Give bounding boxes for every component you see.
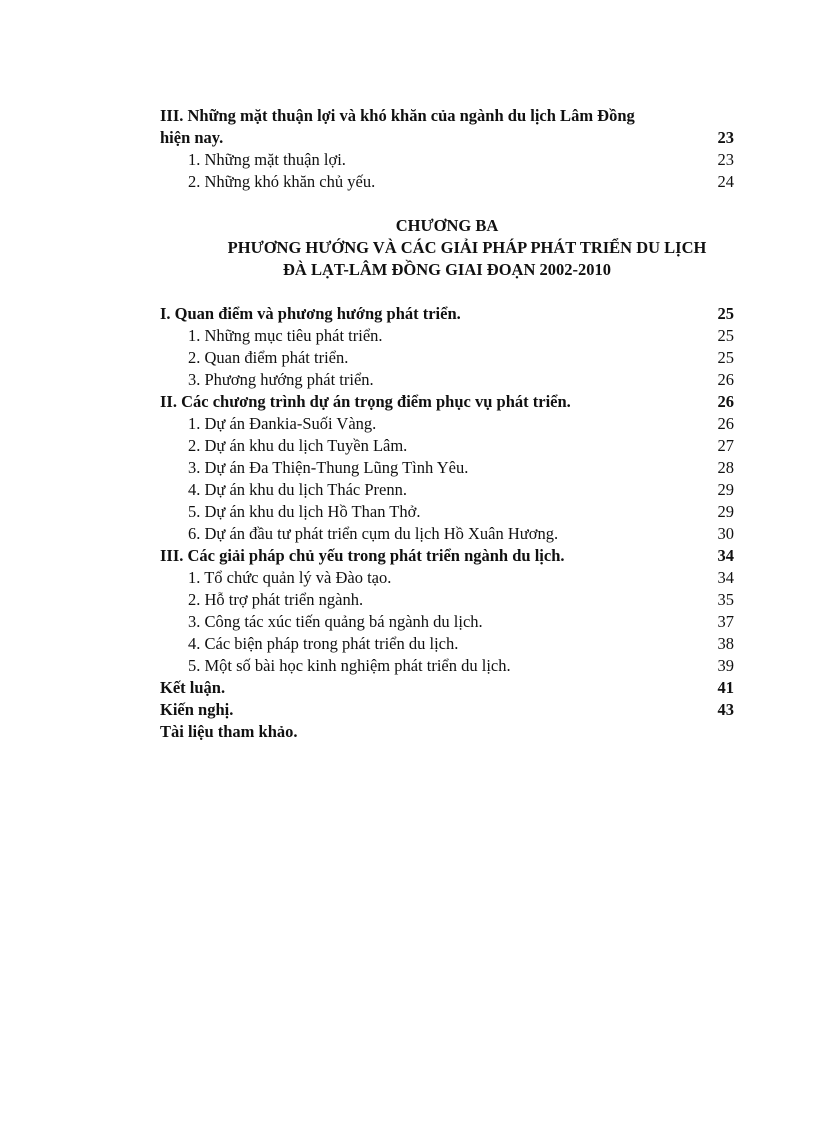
toc-entry bbox=[188, 171, 734, 193]
toc-page-number: 23 bbox=[717, 150, 734, 169]
toc-page-number: 30 bbox=[717, 524, 734, 543]
toc-entry bbox=[188, 413, 734, 435]
toc-entry bbox=[188, 501, 734, 523]
toc-page-number: 35 bbox=[717, 590, 734, 609]
toc-section-heading bbox=[160, 721, 734, 743]
toc-section-heading bbox=[160, 545, 734, 567]
toc-entry bbox=[188, 325, 734, 347]
toc-label: 5. Dự án khu du lịch Hồ Than Thở. bbox=[188, 502, 421, 521]
toc-entry bbox=[188, 457, 734, 479]
toc-section-heading-cont bbox=[160, 127, 734, 149]
toc-label: 2. Dự án khu du lịch Tuyền Lâm. bbox=[188, 436, 408, 455]
toc-section-heading bbox=[160, 303, 734, 325]
toc-label: 1. Những mặt thuận lợi. bbox=[188, 150, 346, 169]
toc-page-number: 25 bbox=[717, 326, 734, 345]
toc-page-number: 38 bbox=[717, 634, 734, 653]
toc-label: I. Quan điểm và phương hướng phát triển. bbox=[160, 304, 461, 323]
toc-entry bbox=[188, 611, 734, 633]
toc-entry bbox=[188, 369, 734, 391]
toc-label: 2. Quan điểm phát triển. bbox=[188, 348, 349, 367]
toc-label: Tài liệu tham khảo. bbox=[160, 722, 298, 741]
toc-page-number: 34 bbox=[717, 568, 734, 587]
toc-entry bbox=[188, 655, 734, 677]
toc-page-number: 23 bbox=[717, 128, 734, 147]
toc-page-number: 26 bbox=[717, 392, 734, 411]
toc-page-number: 37 bbox=[717, 612, 734, 631]
toc-entry bbox=[188, 589, 734, 611]
toc-label: III. Các giải pháp chủ yếu trong phát triển ngành du lịch. bbox=[160, 546, 565, 565]
toc-page-number: 29 bbox=[717, 480, 734, 499]
toc-label: 3. Dự án Đa Thiện-Thung Lũng Tình Yêu. bbox=[188, 458, 469, 477]
toc-label: 2. Những khó khăn chủ yếu. bbox=[188, 172, 376, 191]
toc-page-number: 41 bbox=[717, 678, 734, 697]
toc-entry bbox=[188, 479, 734, 501]
toc-label: 1. Dự án Đankia-Suối Vàng. bbox=[188, 414, 377, 433]
toc-entry bbox=[188, 633, 734, 655]
toc-page-number: 26 bbox=[717, 370, 734, 389]
toc-section-heading bbox=[160, 677, 734, 699]
toc-page-number: 26 bbox=[717, 414, 734, 433]
toc-section-heading bbox=[160, 699, 734, 721]
toc-section-heading bbox=[160, 391, 734, 413]
toc-page-number: 27 bbox=[717, 436, 734, 455]
toc-entry bbox=[188, 523, 734, 545]
toc-page-number: 29 bbox=[717, 502, 734, 521]
toc-section-heading bbox=[160, 105, 734, 127]
toc-label: 3. Công tác xúc tiến quảng bá ngành du lịch. bbox=[188, 612, 483, 631]
toc-page-number: 25 bbox=[717, 304, 734, 323]
toc-label: II. Các chương trình dự án trọng điểm phục vụ phát triển. bbox=[160, 392, 571, 411]
toc-label: 4. Các biện pháp trong phát triển du lịch. bbox=[188, 634, 459, 653]
toc-entry bbox=[188, 435, 734, 457]
toc-page-number: 24 bbox=[717, 172, 734, 191]
chapter-number: CHƯƠNG BA bbox=[395, 216, 499, 235]
toc-page-number: 34 bbox=[717, 546, 734, 565]
toc-entry bbox=[188, 567, 734, 589]
toc-label: III. Những mặt thuận lợi và khó khăn của ngành du lịch Lâm Đồng bbox=[160, 106, 635, 125]
toc-label: 4. Dự án khu du lịch Thác Prenn. bbox=[188, 480, 407, 499]
toc-label: 1. Những mục tiêu phát triển. bbox=[188, 326, 383, 345]
chapter-title-line2: ĐÀ LẠT-LÂM ĐỒNG GIAI ĐOẠN 2002-2010 bbox=[282, 260, 612, 279]
toc-entry bbox=[188, 149, 734, 171]
toc-label: 3. Phương hướng phát triển. bbox=[188, 370, 374, 389]
toc-label: 5. Một số bài học kinh nghiệm phát triển du lịch. bbox=[188, 656, 511, 675]
toc-label: hiện nay. bbox=[160, 128, 224, 147]
toc-label: Kết luận. bbox=[160, 678, 226, 697]
toc-page-number: 43 bbox=[717, 700, 734, 719]
toc-page-number: 39 bbox=[717, 656, 734, 675]
toc-page-number: 28 bbox=[717, 458, 734, 477]
toc-label: 6. Dự án đầu tư phát triển cụm du lịch Hồ Xuân Hương. bbox=[188, 524, 559, 543]
toc-label: 2. Hỗ trợ phát triển ngành. bbox=[188, 590, 364, 609]
toc-label: 1. Tổ chức quản lý và Đào tạo. bbox=[188, 568, 392, 587]
toc-label: Kiến nghị. bbox=[160, 700, 234, 719]
toc-entry bbox=[188, 347, 734, 369]
chapter-title-line1: PHƯƠNG HƯỚNG VÀ CÁC GIẢI PHÁP PHÁT TRIỂN DU LỊCH bbox=[227, 238, 707, 257]
toc-page-number: 25 bbox=[717, 348, 734, 367]
